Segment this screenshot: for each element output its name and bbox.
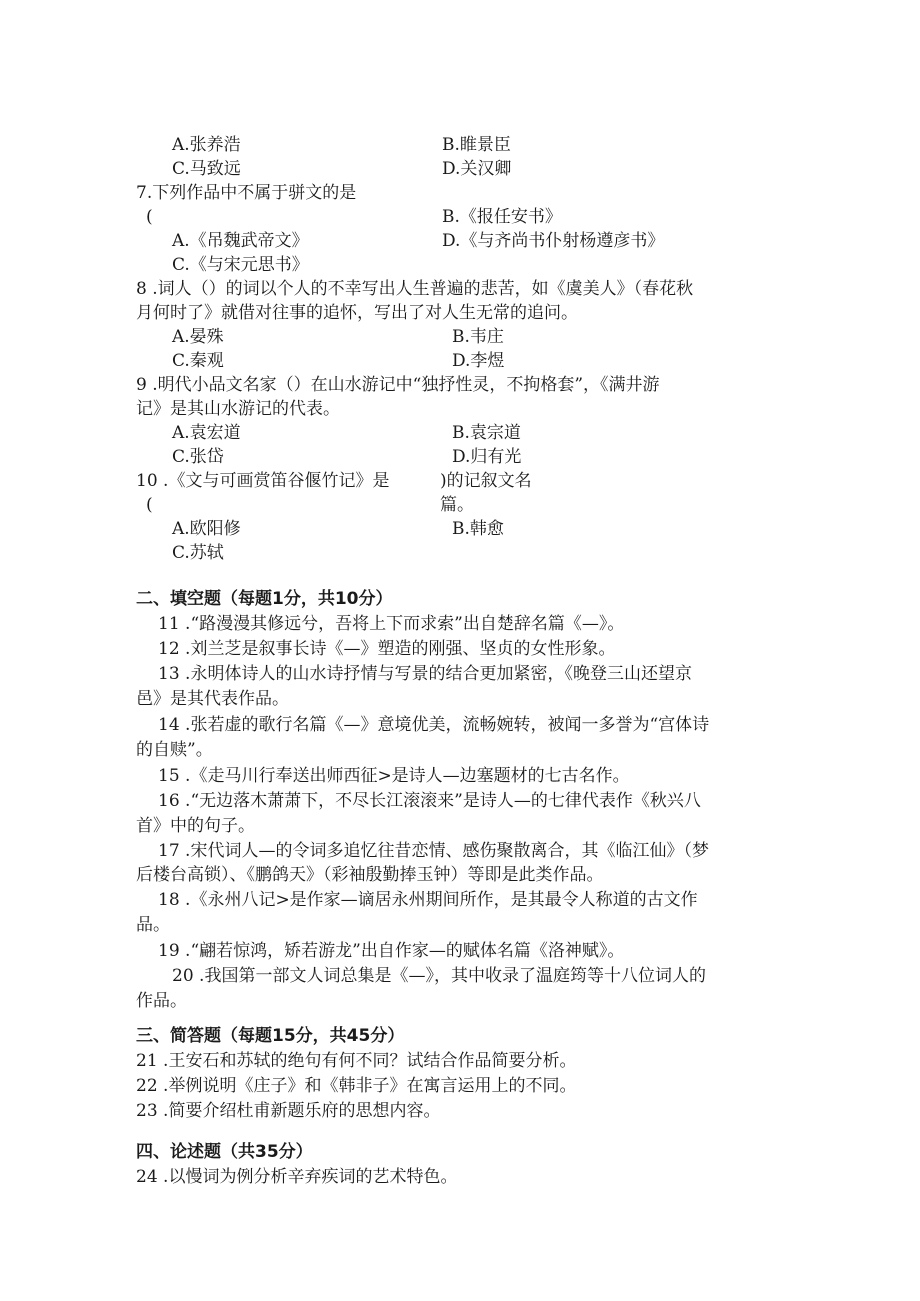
q19: 19 .“翩若惊鸿，矫若游龙”出自作家—的赋体名篇《洛神赋》。	[158, 941, 625, 961]
q17-line1: 17 .宋代词人—的令词多追忆往昔恋情、感伤聚散离合，其《临江仙》（梦	[158, 841, 709, 861]
q6-option-a: A.张养浩	[172, 135, 241, 155]
q20-line2: 作品。	[136, 991, 187, 1011]
section-essay-title: 四、论述题（共35分）	[136, 1142, 313, 1162]
q9-option-b: B.袁宗道	[452, 423, 521, 443]
q10-stem: 10 .《文与可画赏笛谷偃竹记》是	[136, 471, 390, 491]
section-short-answer-title: 三、简答题（每题15分，共45分）	[136, 1026, 405, 1046]
q11: 11 .“路漫漫其修远兮，吾将上下而求索”出自楚辞名篇《—》。	[158, 614, 625, 634]
q10-stem-tail2: 篇。	[440, 495, 474, 515]
q20-line1: 20 .我国第一部文人词总集是《—》，其中收录了温庭筠等十八位词人的	[172, 966, 706, 986]
q6-option-b: B.睢景臣	[442, 135, 511, 155]
q16-line1: 16 .“无边落木萧萧下，不尽长江滚滚来”是诗人—的七律代表作《秋兴八	[158, 791, 701, 811]
q7-option-b: B.《报任安书》	[442, 207, 562, 227]
q10-option-b: B.韩愈	[452, 519, 504, 539]
q9-stem-line2: 记》是其山水游记的代表。	[136, 399, 340, 419]
section-fill-in-title: 二、填空题（每题1分，共10分）	[136, 589, 393, 609]
q10-option-c: C.苏轼	[172, 543, 224, 563]
q6-option-d: D.关汉卿	[442, 159, 512, 179]
q6-option-c: C.马致远	[172, 159, 241, 179]
q23: 23 .简要介绍杜甫新题乐府的思想内容。	[136, 1101, 441, 1121]
q9-option-d: D.归有光	[452, 447, 522, 467]
q21: 21 .王安石和苏轼的绝句有何不同？试结合作品简要分析。	[136, 1051, 577, 1071]
q17-line2: 后楼台高锁）、《鹏鸽天》（彩袖殷勤捧玉钟）等即是此类作品。	[136, 865, 604, 885]
q24: 24 .以慢词为例分析辛弃疾词的艺术特色。	[136, 1167, 458, 1187]
q8-option-c: C.秦观	[172, 351, 224, 371]
q16-line2: 首》中的句子。	[136, 816, 255, 836]
q8-option-a: A.晏殊	[172, 327, 224, 347]
q13-line2: 邑》是其代表作品。	[136, 689, 289, 709]
q7-paren: (	[146, 207, 153, 227]
q14-line1: 14 .张若虚的歌行名篇《—》意境优美，流畅婉转，被闻一多誉为“宫体诗	[158, 715, 710, 735]
q14-line2: 的自赎”。	[136, 740, 213, 760]
q15: 15 .《走马川行奉送出师西征>是诗人—边塞题材的七古名作。	[158, 766, 630, 786]
q7-option-a: A.《吊魏武帝文》	[172, 231, 309, 251]
q7-option-d: D.《与齐尚书仆射杨遵彦书》	[442, 231, 665, 251]
q9-option-c: C.张岱	[172, 447, 224, 467]
q18-line1: 18 .《永州八记>是作家—谪居永州期间所作，是其最令人称道的古文作	[158, 890, 698, 910]
q7-option-c: C.《与宋元思书》	[172, 255, 309, 275]
q10-option-a: A.欧阳修	[172, 519, 241, 539]
q7-stem: 7.下列作品中不属于骈文的是	[136, 183, 357, 203]
q8-stem-line1: 8 .词人（）的词以个人的不幸写出人生普遍的悲苦，如《虞美人》（春花秋	[136, 279, 694, 299]
q22: 22 .举例说明《庄子》和《韩非子》在寓言运用上的不同。	[136, 1076, 577, 1096]
q12: 12 .刘兰芝是叙事长诗《—》塑造的刚强、坚贞的女性形象。	[158, 639, 616, 659]
q18-line2: 品。	[136, 915, 170, 935]
q8-stem-line2: 月何时了》就借对往事的追怀，写出了对人生无常的追问。	[136, 303, 578, 323]
q13-line1: 13 .永明体诗人的山水诗抒情与写景的结合更加紧密，《晚登三山还望京	[158, 664, 692, 684]
q9-option-a: A.袁宏道	[172, 423, 241, 443]
q8-option-d: D.李煜	[452, 351, 505, 371]
q8-option-b: B.韦庄	[452, 327, 504, 347]
q9-stem-line1: 9 .明代小品文名家（）在山水游记中“独抒性灵，不拘格套”，《满井游	[136, 375, 660, 395]
q10-paren: (	[146, 495, 153, 515]
q10-stem-tail: )的记叙文名	[440, 471, 532, 491]
